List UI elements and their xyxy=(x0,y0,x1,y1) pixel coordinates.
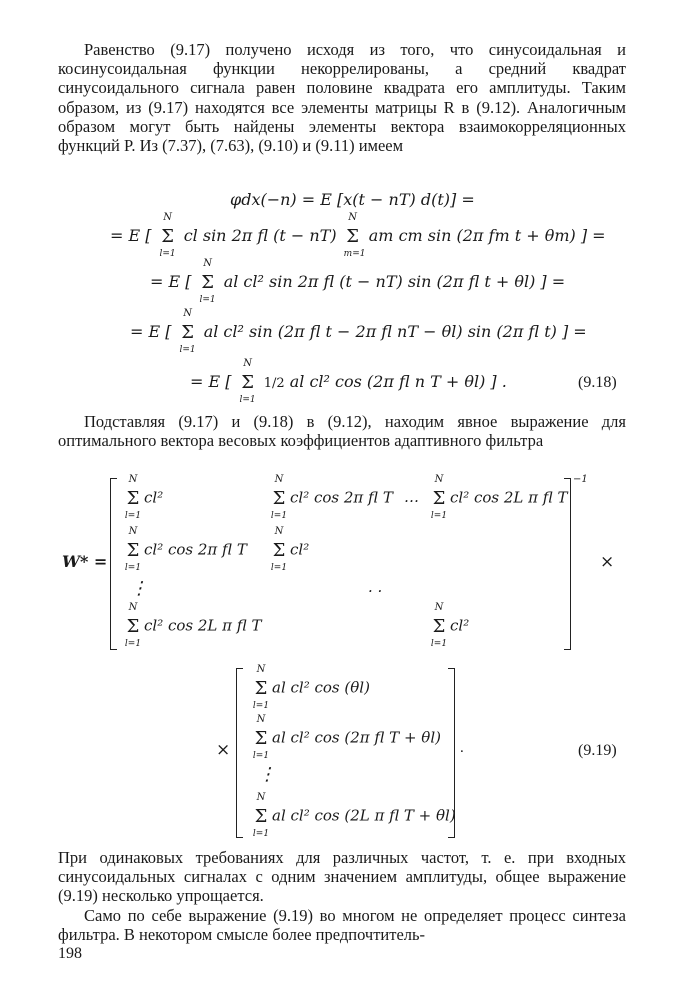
vector-cell-1: N Σ l=1 al cl² cos (θl) xyxy=(252,664,370,711)
eq-918-line-1: φdx(−n) = E [x(t − nT) d(t)] = xyxy=(230,190,475,209)
paragraph-3: При одинаковых требованиях для различных частот, т. е. при входных синусоидальных сигналах с одним значением амплитуды, общее выражение (9.19) несколько упрощается. xyxy=(58,848,626,906)
eq-918-line-4-term: al cl² sin (2π fl t − 2π fl nT − θl) sin (2π fl t) ] = xyxy=(203,322,587,341)
equation-number-918: (9.18) xyxy=(578,374,617,391)
eq-918-line-5-term: al cl² cos (2π fl n T + θl) ] . xyxy=(289,372,507,391)
vector-cell-3: N Σ l=1 al cl² cos (2L π fl T + θl) xyxy=(252,792,456,839)
paragraph-4: Само по себе выражение (9.19) во многом не определяет процесс синтеза фильтра. В некотором смысле более предпочтитель- xyxy=(58,906,626,945)
sum-symbol: N Σ l=1 xyxy=(179,308,196,355)
sum-symbol: N Σ l=1 xyxy=(159,212,176,259)
matrix-cell-33: N Σ l=1 cl² xyxy=(430,602,470,649)
matrix-diagonal-ellipsis: · · xyxy=(368,582,383,600)
sum-symbol: N Σ l=1 xyxy=(252,792,270,839)
eq-918-line-2-term: cl sin 2π fl (t − nT) xyxy=(183,226,337,245)
times-sign-2: × xyxy=(216,740,231,760)
sum-symbol: N Σ m=1 xyxy=(343,212,366,259)
sum-symbol: N Σ l=1 xyxy=(270,526,288,573)
sum-symbol: N Σ l=1 xyxy=(124,602,142,649)
eq-918-line-4-open: = E [ xyxy=(130,322,172,341)
eq-918-line-3-term: al cl² sin 2π fl (t − nT) sin (2π fl t + θl) ] = xyxy=(223,272,566,291)
vector-end-dot: . xyxy=(460,740,464,756)
matrix-row-ellipsis: … xyxy=(404,488,419,506)
eq-918-line-2 xyxy=(110,212,606,259)
matrix-cell-31: N Σ l=1 cl² cos 2L π fl T xyxy=(124,602,262,649)
matrix-cell-22: N Σ l=1 cl² xyxy=(270,526,310,573)
equation-number-919: (9.19) xyxy=(578,742,617,759)
sum-symbol: N Σ l=1 xyxy=(124,526,142,573)
sum-symbol: N Σ l=1 xyxy=(239,358,256,405)
paragraph-2: Подставляя (9.17) и (9.18) в (9.12), находим явное выражение для оптимального вектора весовых коэффициентов адаптивного фильтра xyxy=(58,412,626,451)
inverse-exponent: −1 xyxy=(573,474,588,485)
vector-left-bracket xyxy=(236,668,243,838)
eq-918-line-3 xyxy=(150,258,566,305)
w-star-lhs: W* = xyxy=(62,552,108,571)
matrix-column-ellipsis: ⋮ xyxy=(130,578,148,599)
eq-918-line-2-term-2: am cm sin (2π fm t + θm) ] = xyxy=(368,226,606,245)
times-sign-1: × xyxy=(600,552,615,572)
sum-symbol: N Σ l=1 xyxy=(430,474,448,521)
vector-ellipsis: ⋮ xyxy=(258,764,276,785)
matrix-cell-12: N Σ l=1 cl² cos 2π fl T xyxy=(270,474,393,521)
matrix-cell-21: N Σ l=1 cl² cos 2π fl T xyxy=(124,526,247,573)
sum-symbol: N Σ l=1 xyxy=(199,258,216,305)
eq-918-line-5-open: = E [ xyxy=(190,372,232,391)
sum-symbol: N Σ l=1 xyxy=(124,474,142,521)
sum-symbol: N Σ l=1 xyxy=(430,602,448,649)
paragraph-1: Равенство (9.17) получено исходя из того, что синусоидальная и косинусоидальная функции некоррелированы, а средний квадрат синусоидального сигнала равен половине квадрата его амплитуды. Таким образом, из (9.17) находятся все элементы матрицы R в (9.12). Аналогичным образом могут быть найдены элементы вектора взаимокорреляционных функций P. Из (7.37), (7.63), (9.10) и (9.11) имеем xyxy=(58,40,626,156)
page-number: 198 xyxy=(58,945,82,962)
eq-918-line-2-open: = E [ xyxy=(110,226,152,245)
eq-918-line-5 xyxy=(190,358,507,405)
matrix-left-bracket xyxy=(110,478,117,650)
vector-cell-2: N Σ l=1 al cl² cos (2π fl T + θl) xyxy=(252,714,441,761)
sum-symbol: N Σ l=1 xyxy=(270,474,288,521)
eq-918-line-3-open: = E [ xyxy=(150,272,192,291)
sum-symbol: N Σ l=1 xyxy=(252,714,270,761)
sum-symbol: N Σ l=1 xyxy=(252,664,270,711)
eq-918-line-4 xyxy=(130,308,587,355)
matrix-cell-11: N Σ l=1 cl² xyxy=(124,474,164,521)
half-fraction: 1/2 xyxy=(263,376,285,391)
matrix-cell-13: N Σ l=1 cl² cos 2L π fl T xyxy=(430,474,568,521)
